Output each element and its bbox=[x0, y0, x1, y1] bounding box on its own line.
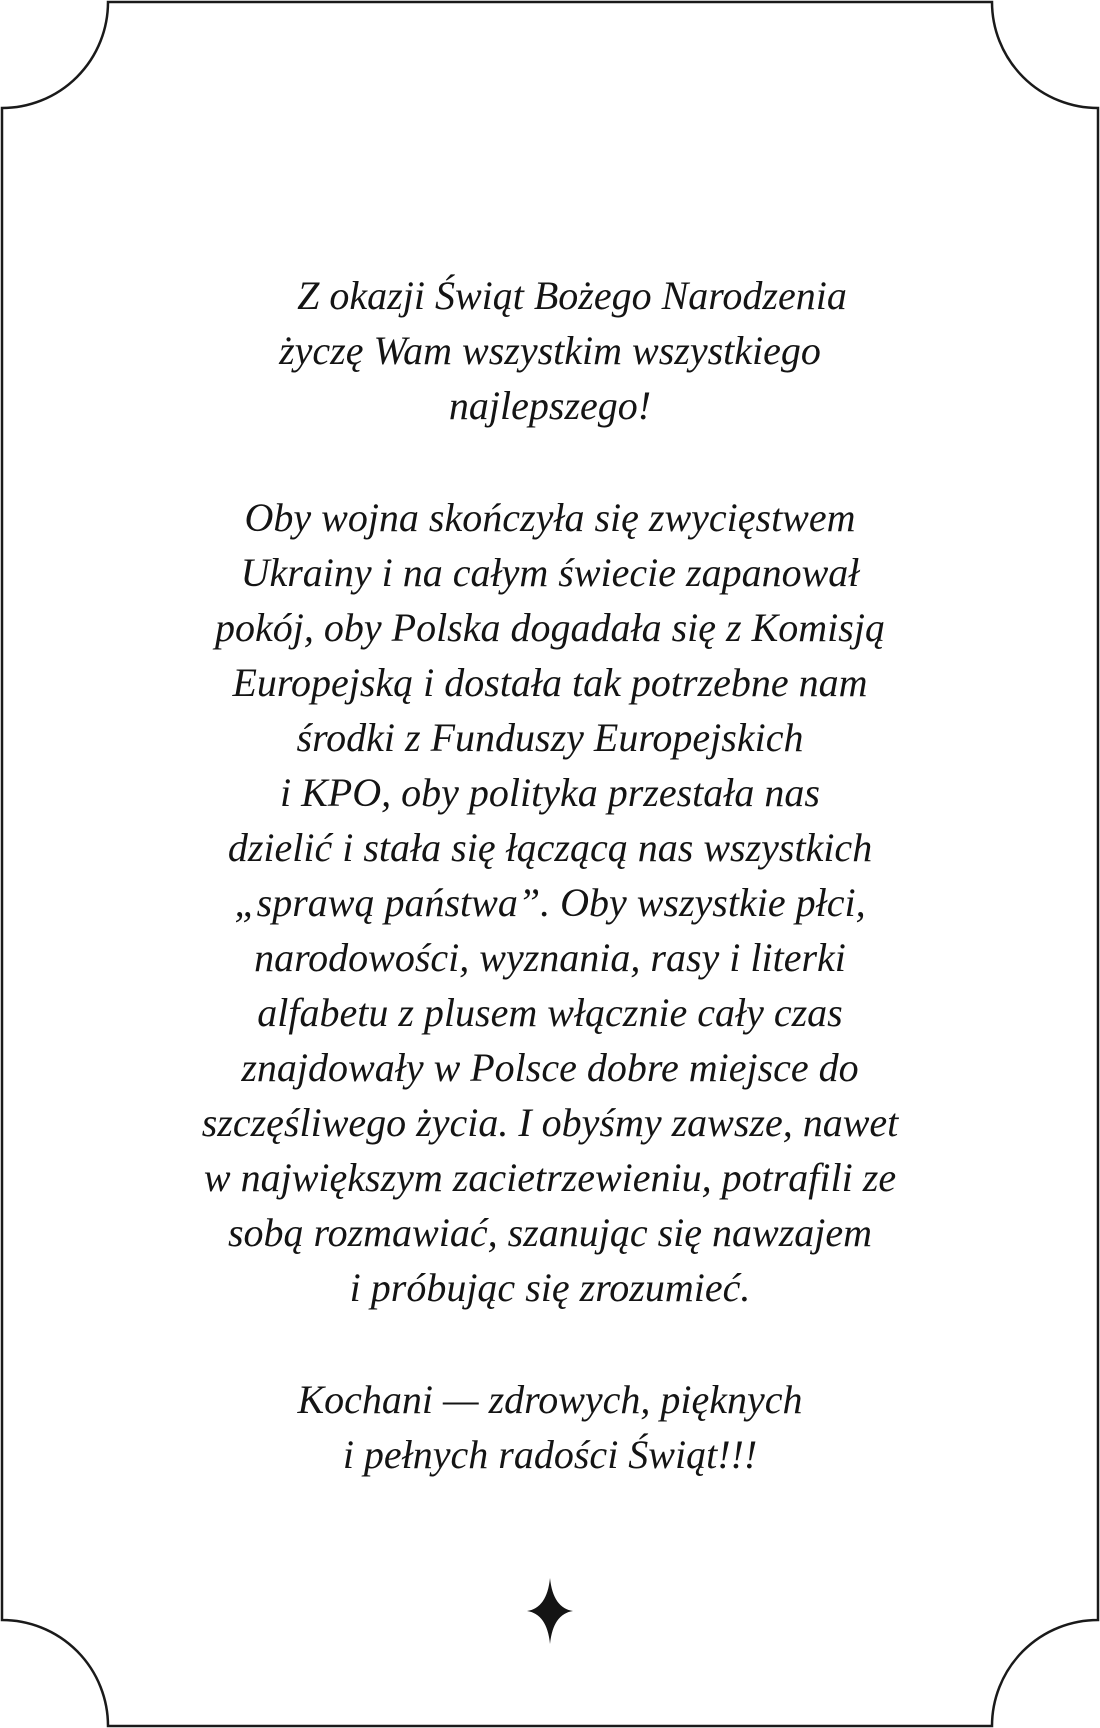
wish-line-9: narodowości, wyznania, rasy i literki bbox=[254, 935, 846, 980]
wish-line-3: pokój, oby Polska dogadała się z Komisją bbox=[215, 605, 885, 650]
greeting-line-1: Z okazji Świąt Bożego Narodzenia bbox=[297, 273, 847, 318]
wish-line-12: szczęśliwego życia. I obyśmy zawsze, nawet bbox=[201, 1100, 899, 1145]
wish-line-13: w największym zacietrzewieniu, potrafili ze bbox=[203, 1155, 897, 1200]
wish-line-14: sobą rozmawiać, szanując się nawzajem bbox=[227, 1210, 873, 1255]
wish-line-10: alfabetu z plusem włącznie cały czas bbox=[257, 990, 843, 1035]
closing-line-1: Kochani — zdrowych, pięknych bbox=[297, 1377, 803, 1422]
greeting-line-3: najlepszego! bbox=[448, 383, 652, 428]
wish-line-15: i próbując się zrozumieć. bbox=[349, 1265, 751, 1310]
wish-line-4: Europejską i dostała tak potrzebne nam bbox=[232, 660, 868, 705]
greeting-line-2: życzę Wam wszystkim wszystkiego bbox=[279, 328, 821, 373]
four-point-star-icon bbox=[525, 1576, 575, 1646]
wish-line-5: środki z Funduszy Europejskich bbox=[296, 715, 804, 760]
wish-line-1: Oby wojna skończyła się zwycięstwem bbox=[244, 495, 856, 540]
wish-line-6: i KPO, oby polityka przestała nas bbox=[280, 770, 820, 815]
wish-line-7: dzielić i stała się łączącą nas wszystkich bbox=[227, 825, 873, 870]
wish-line-2: Ukrainy i na całym świecie zapanował bbox=[240, 550, 860, 595]
wish-line-11: znajdowały w Polsce dobre miejsce do bbox=[241, 1045, 859, 1090]
closing-line-2: i pełnych radości Świąt!!! bbox=[342, 1432, 758, 1477]
wish-line-8: „sprawą państwa”. Oby wszystkie płci, bbox=[234, 880, 866, 925]
